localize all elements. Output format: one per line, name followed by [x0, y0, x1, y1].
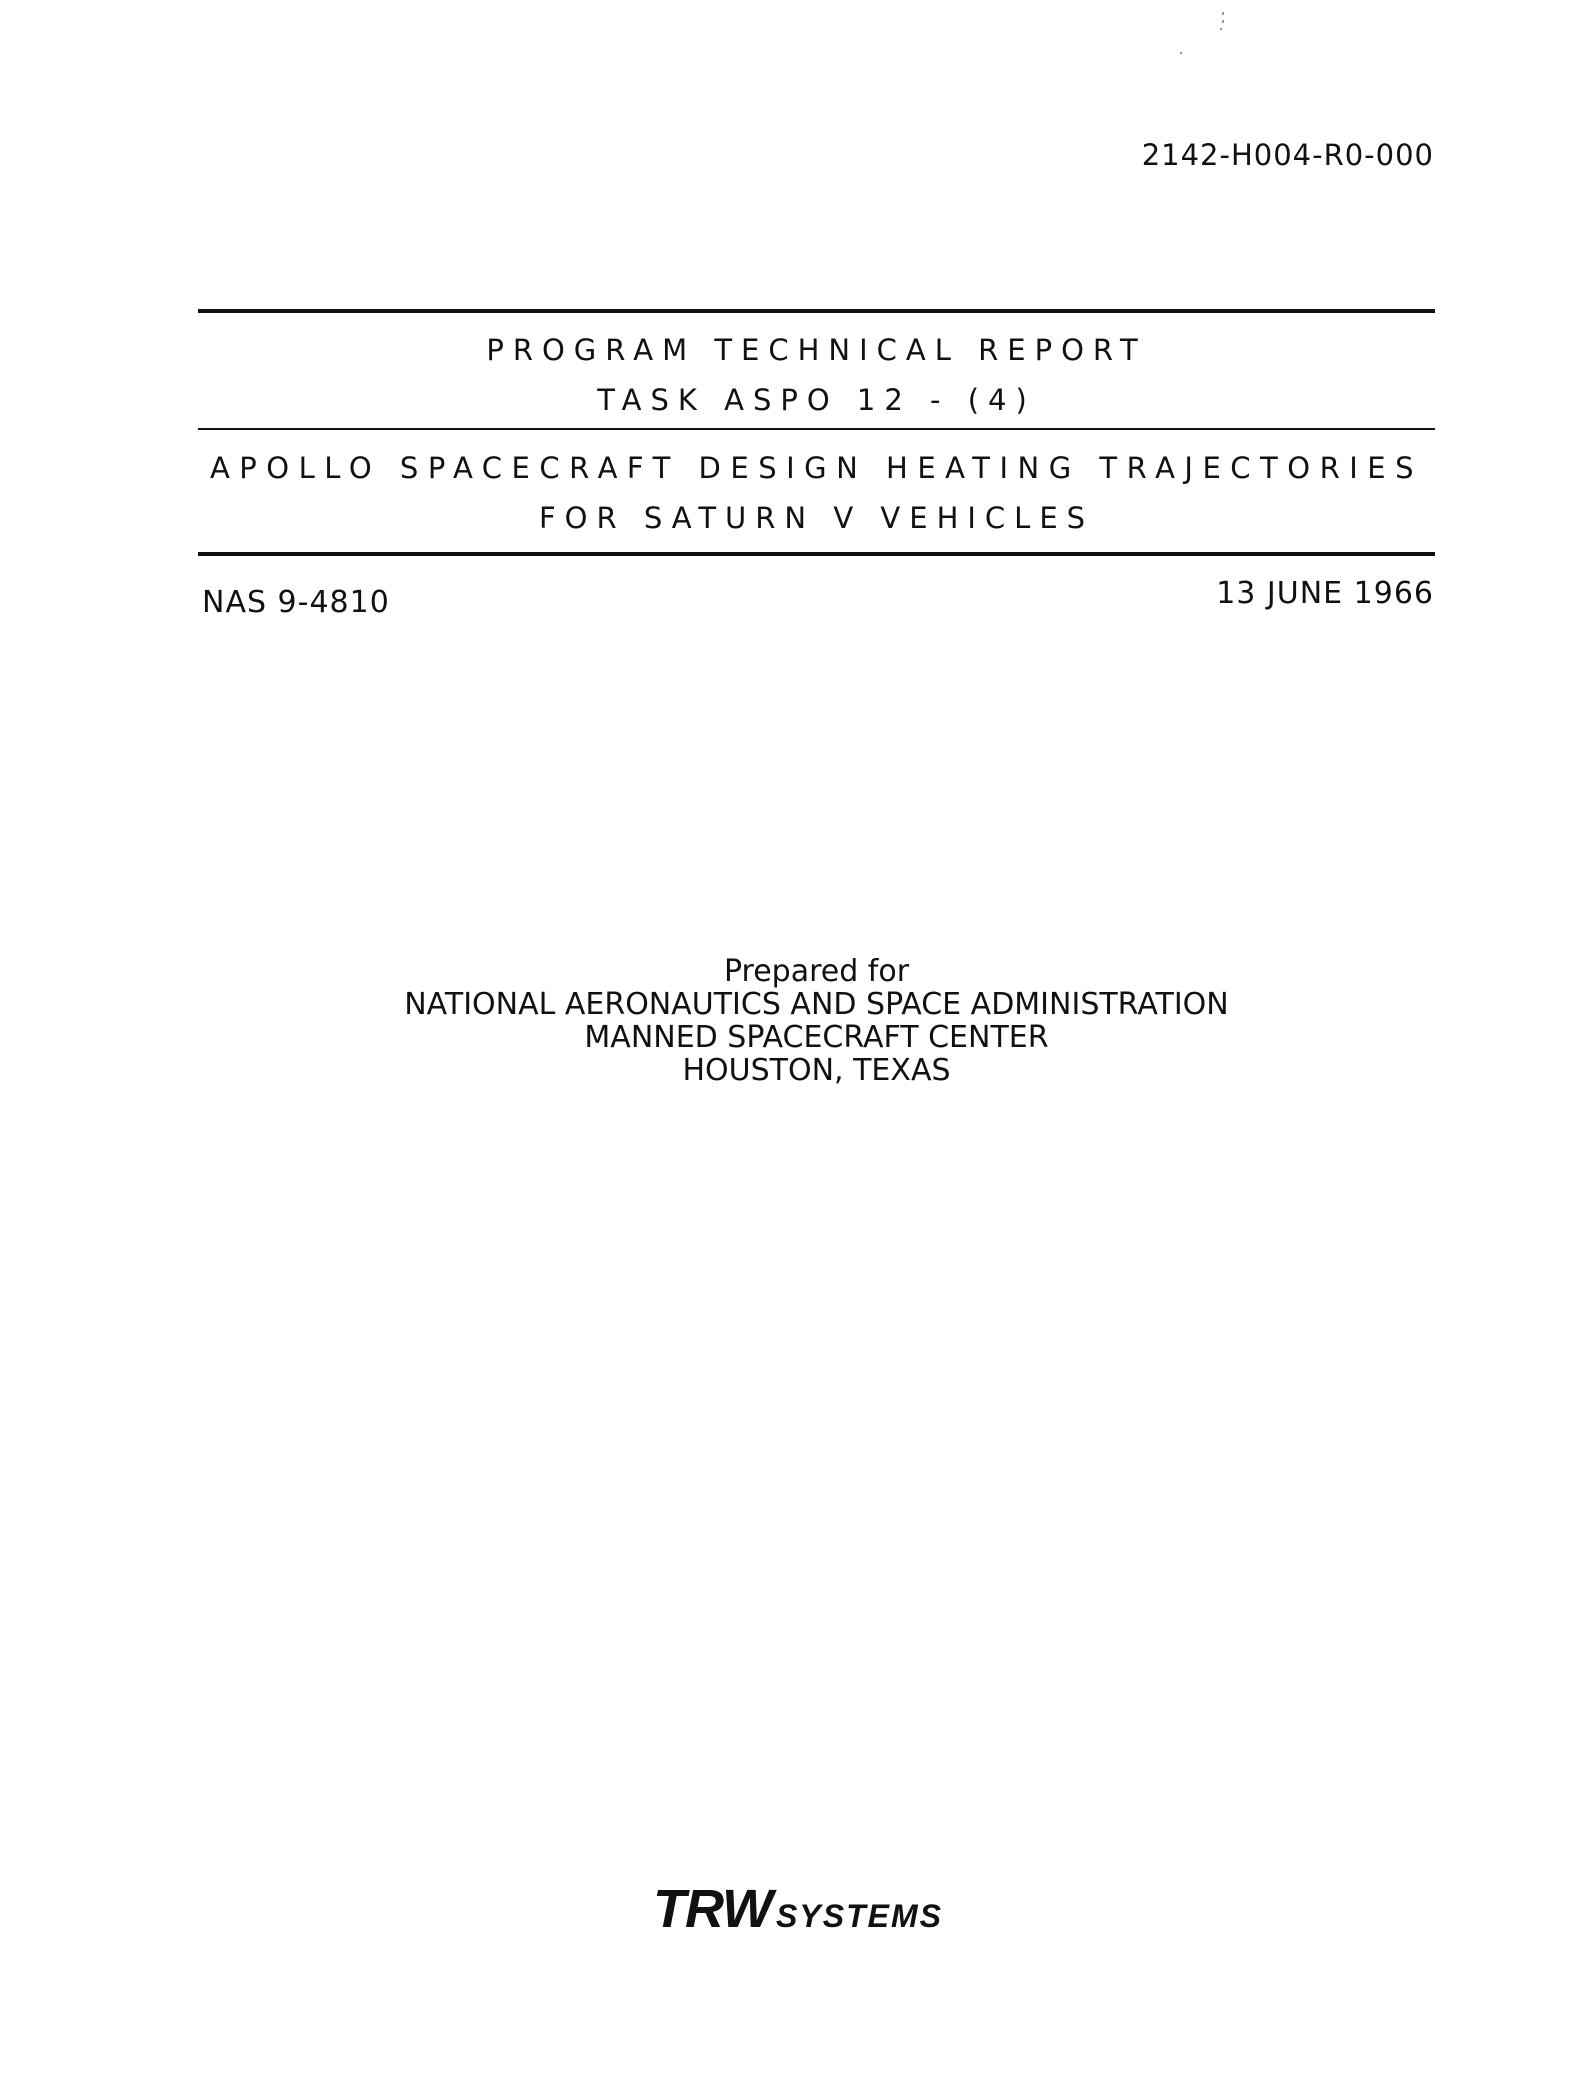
report-type: PROGRAM TECHNICAL REPORT	[486, 333, 1147, 367]
report-title-line-2: FOR SATURN V VEHICLES	[538, 501, 1095, 535]
scan-speck	[1222, 20, 1224, 23]
logo-division: SYSTEMS	[776, 1898, 943, 1934]
location: HOUSTON, TEXAS	[682, 1053, 951, 1088]
scan-speck	[1222, 12, 1224, 15]
bottom-divider	[198, 552, 1435, 556]
middle-divider	[198, 428, 1435, 430]
prepared-for-label: Prepared for	[723, 954, 910, 989]
contract-number: NAS 9-4810	[202, 585, 390, 620]
agency-name: NATIONAL AERONAUTICS AND SPACE ADMINISTRATION	[404, 987, 1229, 1022]
center-name: MANNED SPACECRAFT CENTER	[584, 1020, 1049, 1055]
trw-systems-logo	[0, 1878, 1596, 1940]
scan-speck	[1180, 52, 1182, 54]
report-date: 13 JUNE 1966	[1216, 576, 1434, 611]
document-number: 2142-H004-R0-000	[1141, 138, 1434, 172]
task-id: TASK ASPO 12 - (4)	[597, 383, 1036, 417]
top-divider	[198, 309, 1435, 313]
report-title-line-1: APOLLO SPACECRAFT DESIGN HEATING TRAJECTORIES	[209, 451, 1424, 485]
prepared-for-block	[198, 955, 1435, 1087]
logo-brand: TRW	[653, 1879, 773, 1939]
scan-speck	[1220, 28, 1222, 30]
